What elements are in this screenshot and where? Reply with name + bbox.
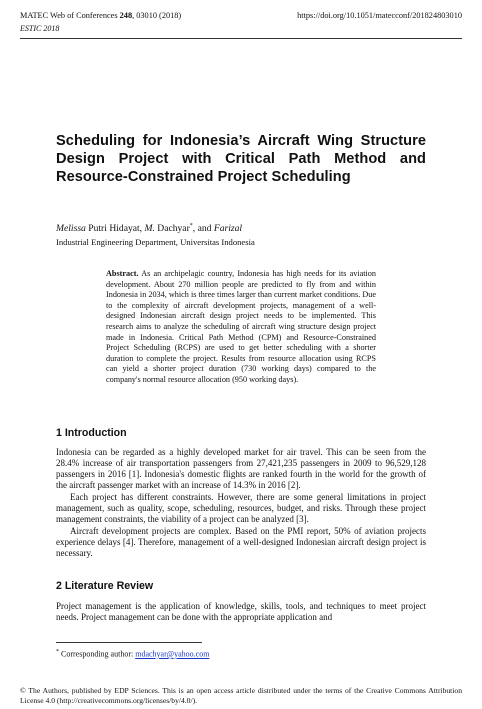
section-heading-introduction: 1 Introduction bbox=[56, 427, 127, 439]
author-2-first: M. bbox=[144, 223, 155, 235]
affiliation: Industrial Engineering Department, Universitas Indonesia bbox=[56, 237, 255, 247]
section-heading-literature-review: 2 Literature Review bbox=[56, 580, 154, 592]
journal-name: MATEC Web of Conferences bbox=[20, 11, 120, 20]
doi-link[interactable]: https://doi.org/10.1051/matecconf/201824803010 bbox=[297, 11, 462, 20]
abstract-text: As an archipelagic country, Indonesia has high needs for its aviation development. About 270 million people are predicted to fly from and within Indonesia in 2034, which is three times larger than current market conditions. Due to the complexity of aircraft development projects, management of a well-designed Indonesian aircraft design project needs to be implemented. This research aims to analyze the scheduling of aircraft wing structure design project made in Indonesia. Critical Path Method (CPM) and Resource-Constrained Project Scheduling (RCPS) are used to get better scheduling with a shorter duration to complete the project. Results from resource allocation using RCPS can yield a shorter project duration (730 working days) compared to the company's normal resource allocation (950 working days). bbox=[106, 269, 376, 384]
article-number: , 03010 (2018) bbox=[132, 11, 182, 20]
intro-paragraph-2: Each project has different constraints. However, there are some general limitations in project management, such as quality, scope, scheduling, resources, budget, and risks. Through these project management constraints, the viability of a project can be analyzed [3]. bbox=[56, 492, 426, 525]
copyright-notice: © The Authors, published by EDP Sciences. This is an open access article distributed under the terms of the Creative Commons Attribution License 4.0 (http://creativecommons.org/licenses/by/4.0/). bbox=[20, 686, 462, 705]
author-3: Farizal bbox=[213, 223, 243, 235]
author-list bbox=[56, 223, 242, 234]
author-1-first: Melissa bbox=[56, 223, 86, 235]
author-2-rest: Dachyar bbox=[154, 223, 190, 235]
paper-title: Scheduling for Indonesia’s Aircraft Wing Structure Design Project with Critical Path Method and Resource-Constrained Project Scheduling bbox=[56, 133, 426, 186]
intro-paragraph-1: Indonesia can be regarded as a highly developed market for air travel. This can be seen from the 28.4% increase of air transportation passengers from 27,421,235 passengers in 2009 to 96,529,128 passengers in 2016 [1]. Indonesia's domestic flights are ranked fourth in the world for the growth of the aircraft passenger market with an increase of 14.3% in 2016 [2]. bbox=[56, 447, 426, 491]
author-conjunction: , and bbox=[192, 223, 214, 235]
intro-paragraph-3: Aircraft development projects are complex. Based on the PMI report, 50% of aviation projects experience delays [4]. Therefore, management of a well-designed Indonesian aircraft design project is necessary. bbox=[56, 526, 426, 559]
author-1-rest: Putri Hidayat, bbox=[85, 223, 145, 235]
abstract bbox=[106, 269, 376, 386]
journal-citation bbox=[20, 10, 181, 22]
footnote-label: Corresponding author: bbox=[59, 649, 136, 659]
corresponding-mark: * bbox=[189, 223, 193, 229]
literature-paragraph-1: Project management is the application of knowledge, skills, tools, and techniques to meet project needs. Project management can be done with the appropriate application and bbox=[56, 601, 426, 623]
abstract-label: Abstract. bbox=[106, 269, 139, 278]
conference-name: ESTIC 2018 bbox=[20, 24, 60, 33]
footnote bbox=[56, 649, 209, 659]
footnote-mark: * bbox=[56, 649, 59, 655]
footnote-divider bbox=[56, 642, 202, 643]
header-divider bbox=[20, 38, 462, 39]
journal-volume: 248 bbox=[119, 11, 133, 20]
corresponding-email-link[interactable]: mdachyar@yahoo.com bbox=[135, 649, 210, 659]
